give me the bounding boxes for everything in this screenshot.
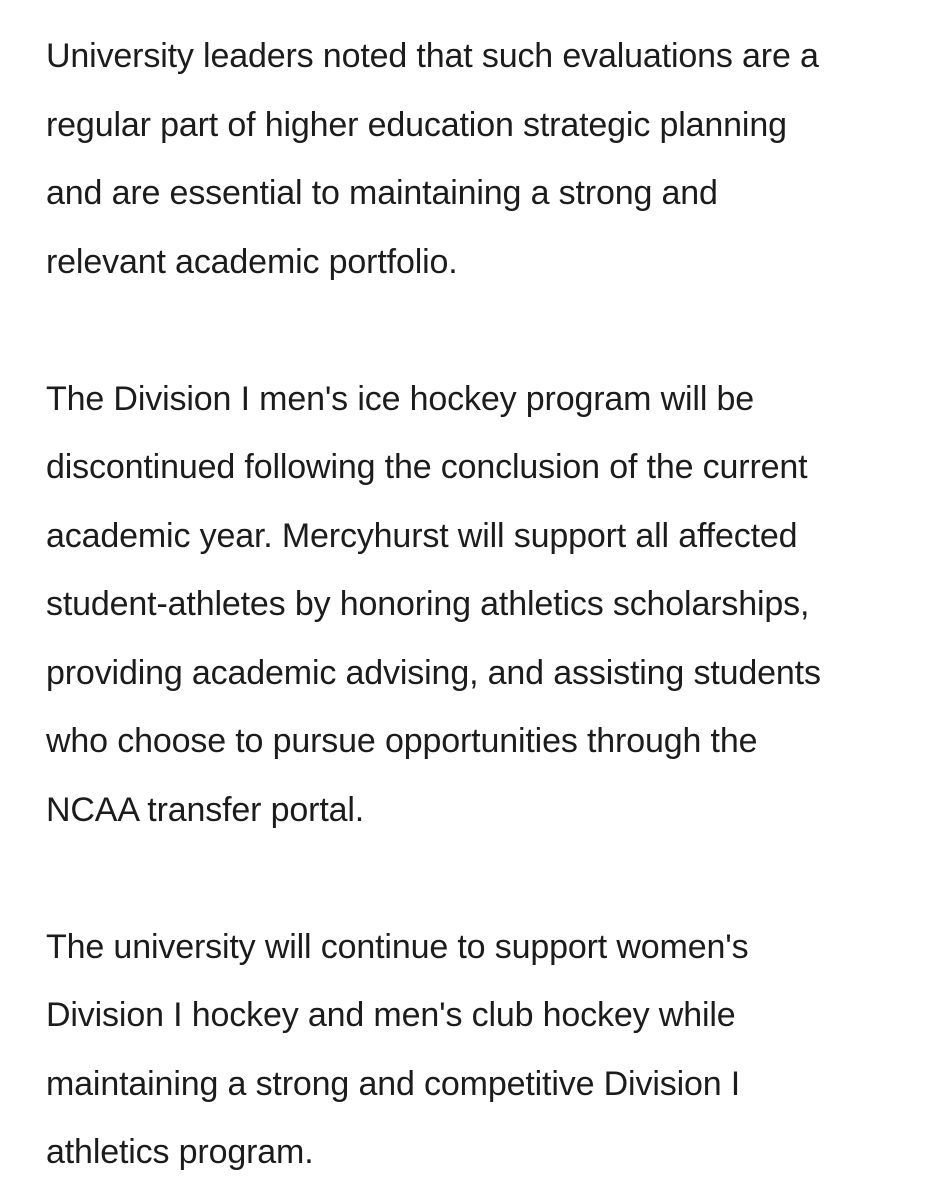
paragraph-line: maintaining a strong and competitive Division I — [46, 1064, 741, 1103]
paragraph-line: athletics program. — [46, 1133, 314, 1171]
paragraph-line: The Division I men's ice hockey program will be — [46, 379, 755, 418]
paragraph-line: relevant academic portfolio. — [46, 242, 458, 281]
paragraph-hockey-discontinued — [46, 365, 926, 845]
paragraph-line: academic year. Mercyhurst will support all affected — [46, 516, 798, 555]
paragraph-evaluations — [46, 22, 926, 296]
paragraph-line: Division I hockey and men's club hockey while — [46, 996, 736, 1034]
paragraph-line: The university will continue to support women's — [46, 927, 749, 966]
article-body — [46, 22, 926, 1187]
paragraph-continued-support — [46, 913, 926, 1187]
paragraph-line: NCAA transfer portal. — [46, 790, 365, 829]
paragraph-line: University leaders noted that such evaluations are a — [46, 37, 819, 75]
paragraph-line: and are essential to maintaining a strong and — [46, 174, 718, 212]
paragraph-line: discontinued following the conclusion of the current — [46, 448, 808, 486]
paragraph-line: providing academic advising, and assisting students — [46, 653, 821, 692]
paragraph-line: regular part of higher education strategic planning — [46, 105, 787, 144]
paragraph-line: student-athletes by honoring athletics scholarships, — [46, 585, 810, 623]
paragraph-line: who choose to pursue opportunities through the — [46, 722, 758, 760]
